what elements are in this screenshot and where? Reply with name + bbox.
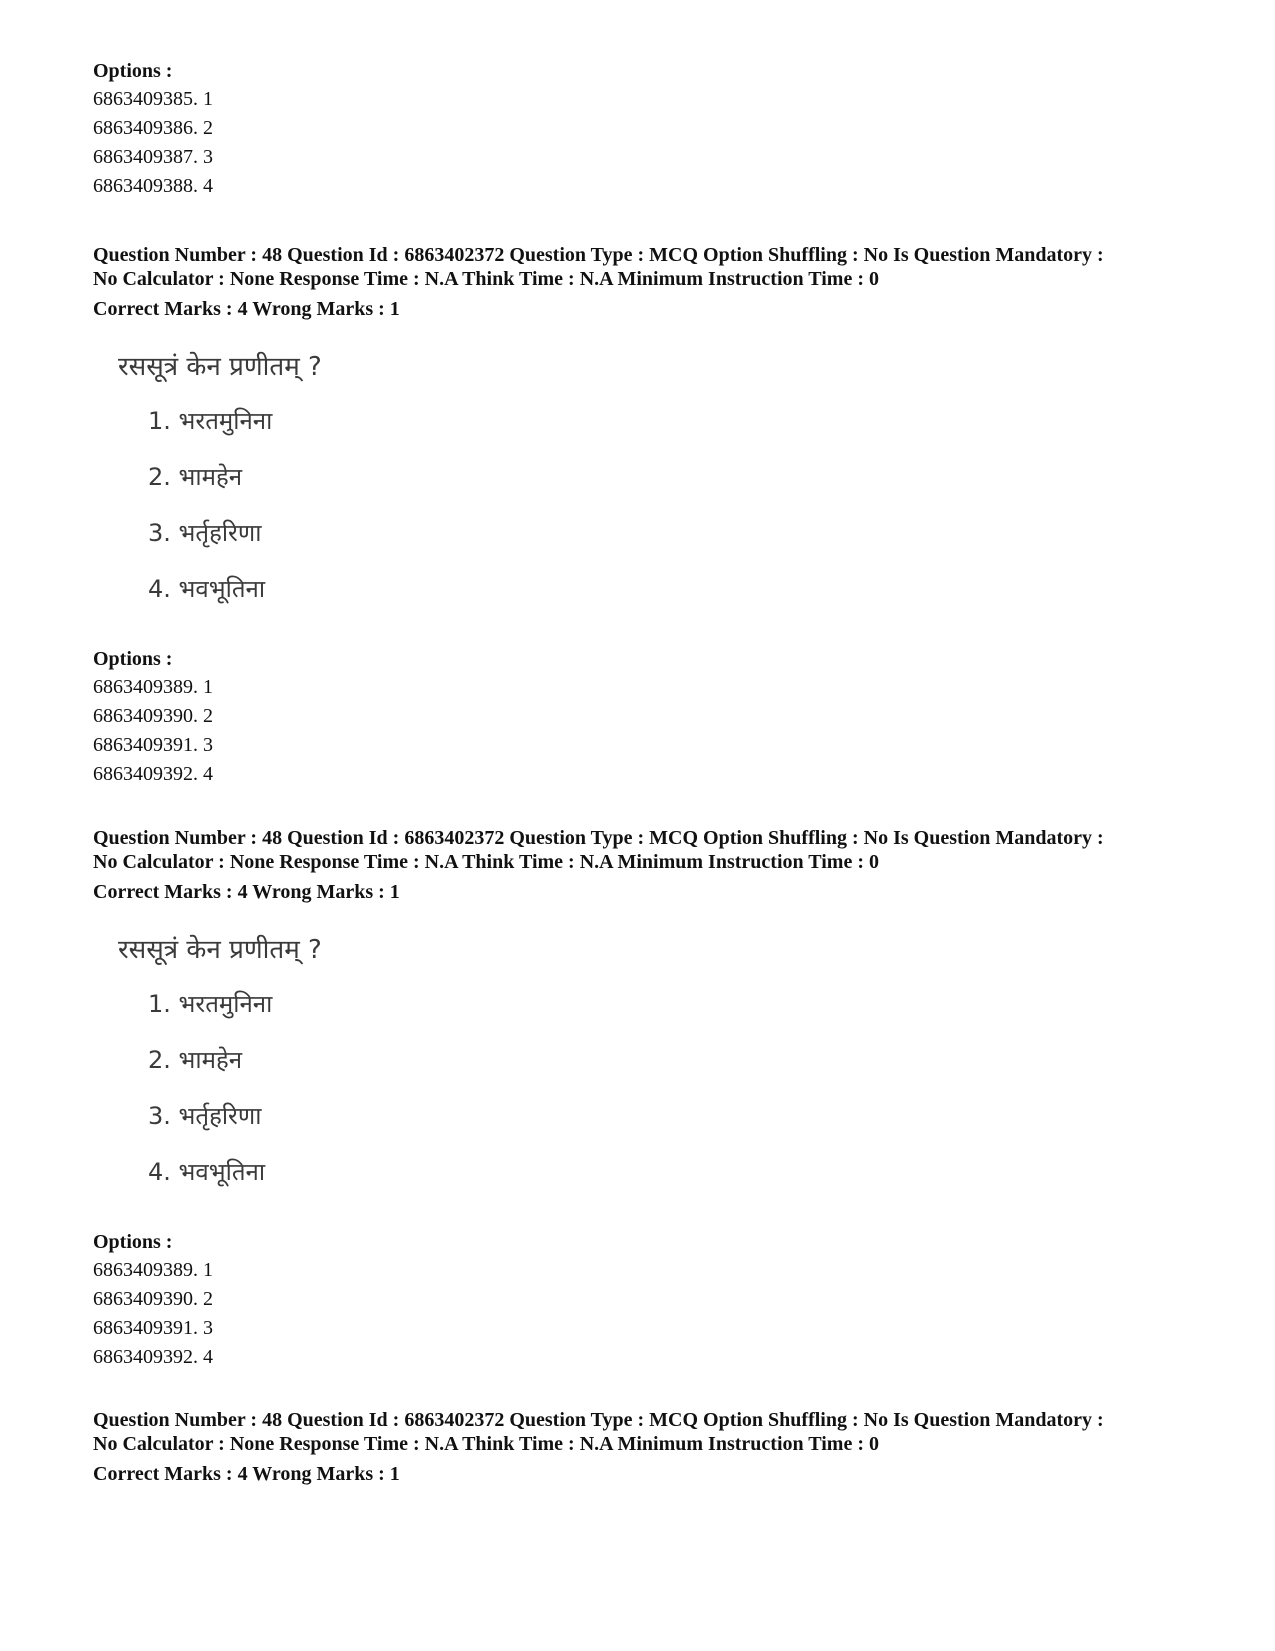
options-section: [93, 645, 1213, 789]
question-choice: 4. भवभूतिना: [148, 1158, 266, 1186]
options-label: Options :: [93, 648, 173, 670]
question-header: [93, 1408, 1213, 1488]
option-line: 6863409391. 3: [93, 734, 213, 756]
question-meta-line: No Calculator : None Response Time : N.A Think Time : N.A Minimum Instruction Time : 0: [93, 1433, 879, 1455]
question-image: [118, 933, 518, 1187]
option-line: 6863409389. 1: [93, 676, 213, 698]
question-choice: 4. भवभूतिना: [148, 575, 266, 603]
options-section: [93, 57, 1213, 201]
option-line: 6863409390. 2: [93, 1288, 213, 1310]
question-choice: 2. भामहेन: [148, 463, 243, 491]
option-line: 6863409388. 4: [93, 175, 213, 197]
question-marks: Correct Marks : 4 Wrong Marks : 1: [93, 1463, 400, 1485]
question-text: रससूत्रं केन प्रणीतम् ?: [118, 352, 322, 382]
question-choice: 1. भरतमुनिना: [148, 407, 273, 435]
question-image: [118, 350, 518, 604]
question-meta-line: No Calculator : None Response Time : N.A Think Time : N.A Minimum Instruction Time : 0: [93, 851, 879, 873]
option-line: 6863409386. 2: [93, 117, 213, 139]
question-header: [93, 826, 1213, 906]
question-meta-line: Question Number : 48 Question Id : 6863402372 Question Type : MCQ Option Shuffling : No Is Question Mandatory :: [93, 1409, 1104, 1431]
question-meta-line: Question Number : 48 Question Id : 6863402372 Question Type : MCQ Option Shuffling : No Is Question Mandatory :: [93, 827, 1104, 849]
question-text: रससूत्रं केन प्रणीतम् ?: [118, 935, 322, 965]
question-header: [93, 243, 1213, 323]
question-meta-line: Question Number : 48 Question Id : 6863402372 Question Type : MCQ Option Shuffling : No Is Question Mandatory :: [93, 244, 1104, 266]
options-label: Options :: [93, 60, 173, 82]
option-line: 6863409392. 4: [93, 1346, 213, 1368]
question-choice: 1. भरतमुनिना: [148, 990, 273, 1018]
option-line: 6863409387. 3: [93, 146, 213, 168]
question-choice: 3. भर्तृहरिणा: [148, 519, 262, 547]
option-line: 6863409391. 3: [93, 1317, 213, 1339]
option-line: 6863409390. 2: [93, 705, 213, 727]
question-meta-line: No Calculator : None Response Time : N.A Think Time : N.A Minimum Instruction Time : 0: [93, 268, 879, 290]
options-label: Options :: [93, 1231, 173, 1253]
question-choice: 3. भर्तृहरिणा: [148, 1102, 262, 1130]
question-marks: Correct Marks : 4 Wrong Marks : 1: [93, 881, 400, 903]
question-marks: Correct Marks : 4 Wrong Marks : 1: [93, 298, 400, 320]
option-line: 6863409389. 1: [93, 1259, 213, 1281]
question-choice: 2. भामहेन: [148, 1046, 243, 1074]
option-line: 6863409385. 1: [93, 88, 213, 110]
option-line: 6863409392. 4: [93, 763, 213, 785]
options-section: [93, 1228, 1213, 1372]
